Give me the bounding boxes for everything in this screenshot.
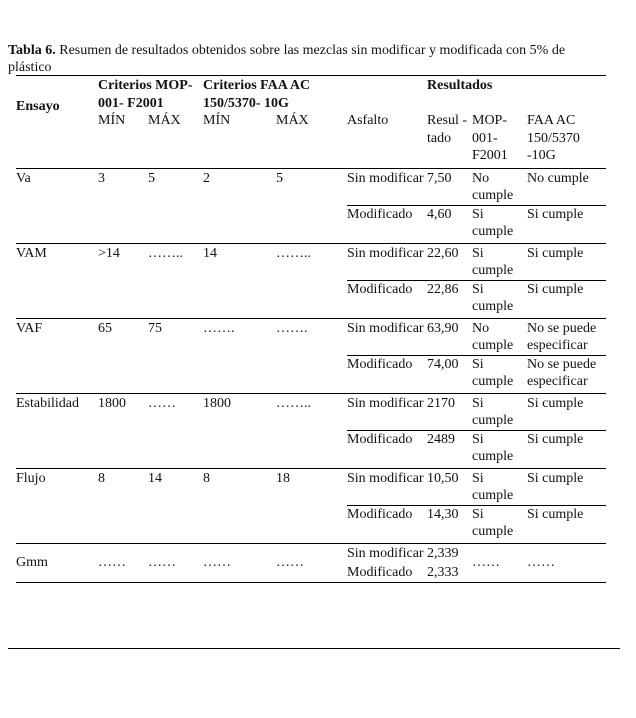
- ensayo-cell: VAM: [16, 243, 98, 318]
- header-ensayo: Ensayo: [16, 99, 60, 114]
- asfalto-cell: Modificado: [347, 355, 427, 393]
- faa-result-cell: No cumple: [527, 168, 606, 205]
- faa-result-cell: No se puede especificar: [527, 355, 606, 393]
- asfalto-cell: Modificado: [347, 205, 427, 243]
- asfalto-cell: Modificado: [347, 565, 413, 580]
- faa-result-cell: Si cumple: [527, 280, 606, 318]
- max-mop-cell: 5: [148, 168, 203, 243]
- mop-result-cell: ……: [472, 543, 527, 582]
- table-row: [16, 468, 606, 505]
- resultado-cell: 2,333: [427, 565, 459, 580]
- resultado-cell: 4,60: [427, 205, 472, 243]
- ensayo-cell: VAF: [16, 318, 98, 393]
- min-faa-cell: ……: [203, 543, 276, 582]
- resultado-cell: 7,50: [427, 168, 472, 205]
- faa-result-cell: Si cumple: [527, 430, 606, 468]
- caption-label: Tabla 6.: [8, 43, 56, 58]
- faa-result-cell: Si cumple: [527, 505, 606, 543]
- resultado-cell: 2489: [427, 430, 472, 468]
- mop-result-cell: Si cumple: [472, 243, 527, 280]
- header-max-faa: MÁX: [276, 113, 309, 128]
- faa-result-cell: Si cumple: [527, 393, 606, 430]
- ensayo-cell: Estabilidad: [16, 393, 98, 468]
- min-mop-cell: 65: [98, 318, 148, 393]
- asfalto-cell: Modificado: [347, 505, 427, 543]
- mop-result-cell: Si cumple: [472, 505, 527, 543]
- min-mop-cell: 8: [98, 468, 148, 543]
- max-faa-cell: …….: [276, 318, 347, 393]
- mop-result-cell: Si cumple: [472, 205, 527, 243]
- min-mop-cell: 3: [98, 168, 148, 243]
- header-faa: Criterios FAA AC 150/5370- 10G: [203, 78, 311, 111]
- header-min-mop: MÍN: [98, 113, 126, 128]
- header-resultados: Resultados: [427, 78, 493, 93]
- min-faa-cell: 2: [203, 168, 276, 243]
- resultado-cell: 22,86: [427, 280, 472, 318]
- ensayo-cell: Va: [16, 168, 98, 243]
- resultado-cell: 10,50: [427, 468, 472, 505]
- min-mop-cell: 1800: [98, 393, 148, 468]
- asfalto-cell: Sin modificar: [347, 468, 427, 505]
- min-faa-cell: 14: [203, 243, 276, 318]
- faa-result-cell: Si cumple: [527, 468, 606, 505]
- max-mop-cell: ……..: [148, 243, 203, 318]
- asfalto-cell: Sin modificar: [347, 168, 427, 205]
- table-row: [16, 168, 606, 205]
- resultado-cell: 74,00: [427, 355, 472, 393]
- header-row-1: [16, 76, 606, 113]
- mop-result-cell: No cumple: [472, 168, 527, 205]
- header-faa-col: FAA AC 150/5370 -10G: [527, 113, 580, 163]
- min-faa-cell: …….: [203, 318, 276, 393]
- faa-result-cell: Si cumple: [527, 243, 606, 280]
- resultado-cell: 2,339: [427, 543, 472, 564]
- max-faa-cell: ……: [276, 543, 347, 582]
- faa-result-cell: No se puede especificar: [527, 318, 606, 355]
- min-mop-cell: >14: [98, 243, 148, 318]
- resultado-cell: 63,90: [427, 318, 472, 355]
- table-row: [16, 318, 606, 355]
- table-row: [16, 393, 606, 430]
- header-mop: Criterios MOP- 001- F2001: [98, 78, 193, 111]
- max-faa-cell: 18: [276, 468, 347, 543]
- mop-result-cell: Si cumple: [472, 355, 527, 393]
- table-row: [16, 243, 606, 280]
- asfalto-cell: Modificado: [347, 280, 427, 318]
- ensayo-cell: Flujo: [16, 468, 98, 543]
- min-faa-cell: 8: [203, 468, 276, 543]
- asfalto-cell: Sin modificar: [347, 393, 427, 430]
- mop-result-cell: Si cumple: [472, 280, 527, 318]
- results-table: [16, 75, 606, 583]
- header-min-faa: MÍN: [203, 113, 231, 128]
- footer-divider: [8, 648, 620, 649]
- header-row-2: [16, 112, 606, 168]
- max-mop-cell: 75: [148, 318, 203, 393]
- max-mop-cell: ……: [148, 393, 203, 468]
- resultado-cell: 14,30: [427, 505, 472, 543]
- max-faa-cell: ……..: [276, 243, 347, 318]
- caption-text: Resumen de resultados obtenidos sobre las mezclas sin modificar y modificada con 5% de plástico: [8, 43, 566, 75]
- table-row: [16, 543, 606, 564]
- max-faa-cell: 5: [276, 168, 347, 243]
- faa-result-cell: Si cumple: [527, 205, 606, 243]
- resultado-cell: 2170: [427, 393, 472, 430]
- header-max-mop: MÁX: [148, 113, 181, 128]
- resultado-cell: 22,60: [427, 243, 472, 280]
- header-asfalto: Asfalto: [347, 113, 389, 128]
- mop-result-cell: No cumple: [472, 318, 527, 355]
- asfalto-cell: Modificado: [347, 430, 427, 468]
- mop-result-cell: Si cumple: [472, 393, 527, 430]
- min-faa-cell: 1800: [203, 393, 276, 468]
- header-mop-col: MOP- 001- F2001: [472, 113, 508, 163]
- table-caption: [8, 42, 608, 76]
- max-mop-cell: ……: [148, 543, 203, 582]
- asfalto-cell: Sin modificar: [347, 243, 427, 280]
- header-resultado: Resul -tado: [427, 113, 468, 146]
- faa-result-cell: ……: [527, 543, 606, 582]
- asfalto-cell: Sin modificar: [347, 318, 427, 355]
- max-faa-cell: ……..: [276, 393, 347, 468]
- max-mop-cell: 14: [148, 468, 203, 543]
- min-mop-cell: ……: [98, 543, 148, 582]
- asfalto-cell: Sin modificar: [347, 543, 427, 564]
- mop-result-cell: Si cumple: [472, 468, 527, 505]
- ensayo-cell: Gmm: [16, 543, 98, 582]
- mop-result-cell: Si cumple: [472, 430, 527, 468]
